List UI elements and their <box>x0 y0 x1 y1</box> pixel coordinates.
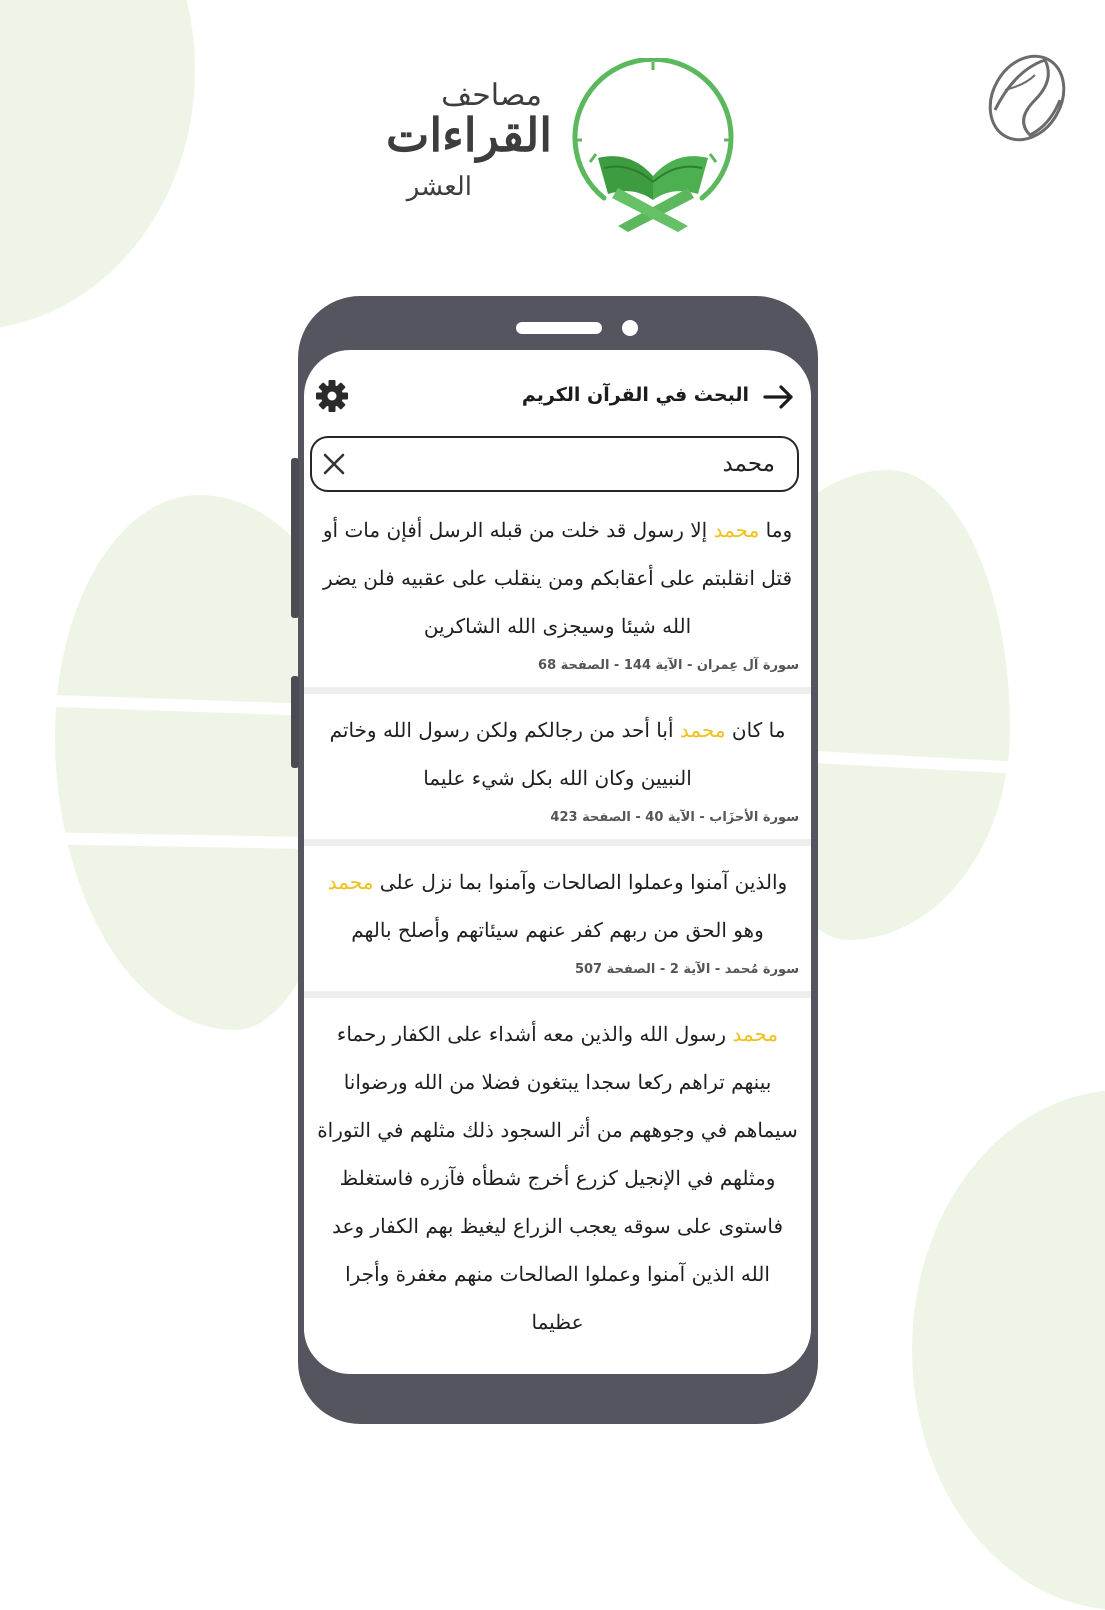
verse-text <box>316 506 799 650</box>
signature-logo <box>975 40 1075 150</box>
search-field <box>310 436 799 492</box>
arrow-right-icon[interactable] <box>759 381 799 413</box>
verse-match-highlight: محمد <box>713 518 760 542</box>
logo-line-2: القراءات <box>386 108 552 162</box>
phone-frame <box>298 296 818 1424</box>
logo-line-1: مصاحف <box>441 78 542 113</box>
verse-reference: سورة مُحمد - الآية 2 - الصفحة 507 <box>574 962 799 977</box>
search-input[interactable] <box>403 444 777 484</box>
app-logo-text <box>362 78 552 213</box>
verse-text <box>316 706 799 802</box>
background-shape <box>912 1090 1105 1610</box>
verse-text-after: وهو الحق من ربهم كفر عنهم سيئاتهم وأصلح بالهم <box>351 918 764 942</box>
close-icon[interactable] <box>320 450 348 478</box>
gear-icon[interactable] <box>314 378 350 414</box>
result-card[interactable] <box>304 998 811 1354</box>
verse-text-after: إلا رسول قد خلت من قبله الرسل أفإن مات أو قتل انقلبتم على أعقابكم ومن ينقلب على عقبيه فلن يضر الله شيئا وسيجزى الله الشاكرين <box>322 518 793 638</box>
verse-match-highlight: محمد <box>327 870 374 894</box>
background-shape <box>0 0 195 330</box>
page-title: البحث في القرآن الكريم <box>521 384 749 406</box>
verse-text <box>316 858 799 954</box>
phone-speaker <box>516 322 602 334</box>
verse-text-before: ما كان <box>725 718 786 742</box>
verse-reference: سورة آل عِمران - الآية 144 - الصفحة 68 <box>538 658 799 673</box>
quran-book-icon <box>568 58 738 233</box>
verse-match-highlight: محمد <box>732 1022 779 1046</box>
verse-reference: سورة الأحزَاب - الآية 40 - الصفحة 423 <box>550 810 799 825</box>
logo-line-3: العشر <box>406 172 472 202</box>
result-card[interactable] <box>304 694 811 846</box>
search-results-list <box>304 494 811 1354</box>
verse-text-after: رسول الله والذين معه أشداء على الكفار رحماء بينهم تراهم ركعا سجدا يبتغون فضلا من الله ورضوانا سيماهم في وجوههم من أثر السجود ذلك مثلهم في التوراة ومثلهم في الإنجيل كزرع أخرج شطأه فآزره فاستغلظ فاستوى على سوقه يعجب الزراع ليغيظ بهم الكفار وعد الله الذين آمنوا وعملوا الصالحات منهم مغفرة وأجرا عظيما <box>317 1022 798 1334</box>
phone-camera <box>622 320 638 336</box>
verse-text <box>316 1010 799 1346</box>
app-bar <box>304 350 811 434</box>
phone-screen <box>304 350 811 1374</box>
result-card[interactable] <box>304 494 811 694</box>
result-card[interactable] <box>304 846 811 998</box>
phone-side-button <box>291 458 299 618</box>
verse-text-before: والذين آمنوا وعملوا الصالحات وآمنوا بما نزل على <box>373 870 788 894</box>
verse-match-highlight: محمد <box>679 718 726 742</box>
phone-side-button <box>291 676 299 768</box>
verse-text-after: أبا أحد من رجالكم ولكن رسول الله وخاتم النبيين وكان الله بكل شيء عليما <box>329 718 692 790</box>
verse-text-before: وما <box>759 518 793 542</box>
